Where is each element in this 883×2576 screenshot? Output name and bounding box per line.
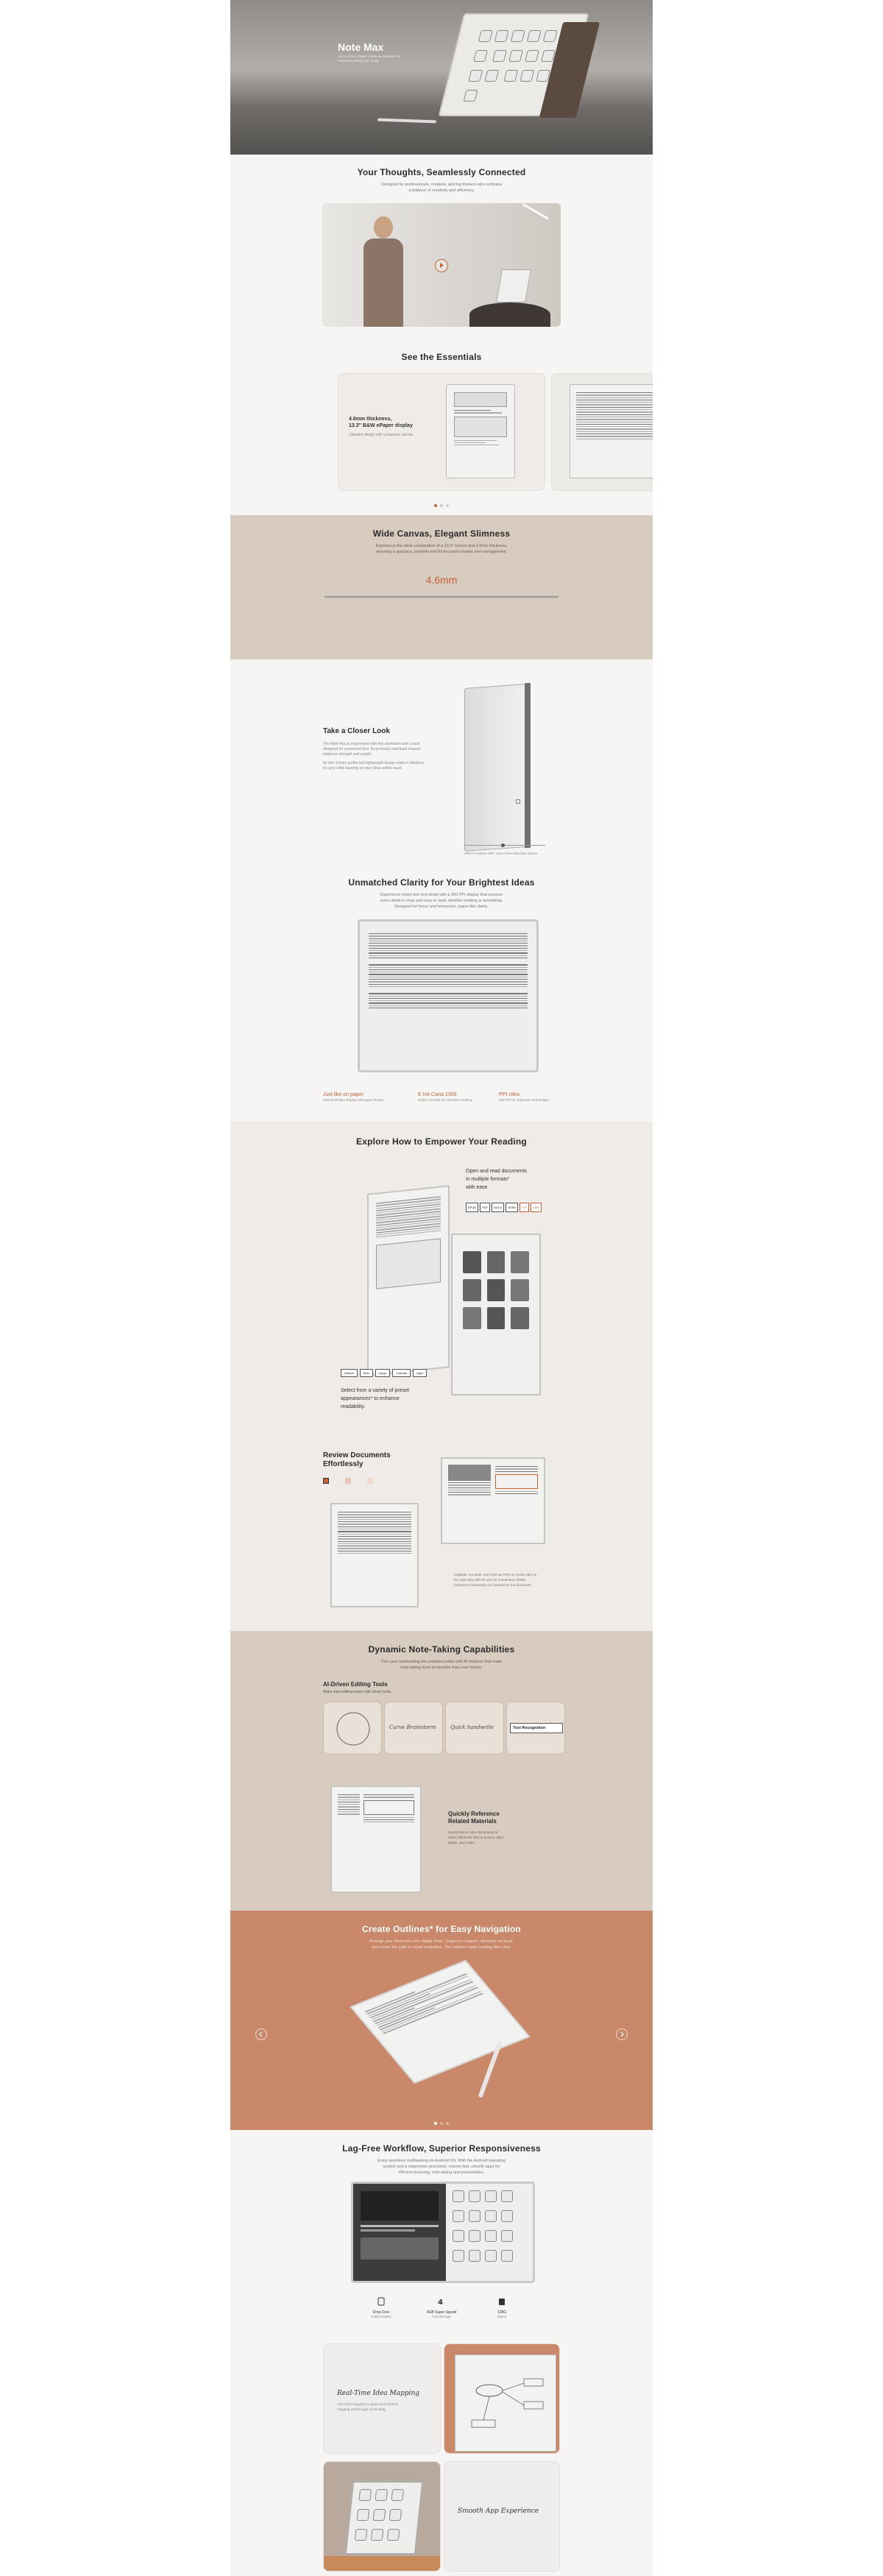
- notes-desc-2: note-taking more productive than ever before.: [400, 1666, 483, 1670]
- reading-formats-1: Open and read documents: [466, 1169, 527, 1174]
- clarity-stat-3-desc: 300 PPI for sharp text and images.: [499, 1098, 550, 1102]
- spec-1-title: Octa-Core: [372, 2310, 390, 2315]
- workflow-desc-3: efficient browsing, note-taking and presentation.: [398, 2170, 485, 2175]
- circle-shape-icon: [324, 1702, 382, 1755]
- review-desc-2: the Note Max with the pen for a seamless, lifelike: [454, 1578, 526, 1582]
- clarity-stat-1-desc: Natural ePaper display with paper texture.: [323, 1098, 385, 1102]
- review-device-portrait: [330, 1503, 419, 1607]
- swatch-light[interactable]: [367, 1478, 373, 1484]
- ai-tile-handwrite-text: Quick handwrite: [450, 1724, 494, 1730]
- review-desc-3: experience that keeps you focused on the document.: [454, 1583, 532, 1587]
- spec-1-desc: Rapid Display: [371, 2315, 391, 2318]
- hero-section: [230, 0, 653, 155]
- svg-text:4: 4: [438, 2299, 443, 2307]
- clarity-section: [230, 863, 653, 1122]
- clarity-stat-3-title: PPI Ultra: [499, 1092, 520, 1097]
- essentials-title: See the Essentials: [401, 352, 482, 362]
- essentials-card-2-device: [570, 384, 653, 478]
- mind-map-image-card: [444, 2343, 560, 2454]
- closer-slider-thumb[interactable]: [501, 843, 505, 847]
- notes-desc-1: Turn your handwriting into polished notes with AI features that make: [380, 1660, 503, 1664]
- play-icon: [436, 260, 447, 271]
- apps-image-card: [323, 2461, 441, 2572]
- slimness-desc-1: Experience the ideal combination of a 13.3" screen and 4.6mm thickness,: [375, 544, 508, 548]
- video-lamp: [522, 203, 549, 220]
- closer-device-360[interactable]: [464, 682, 531, 852]
- closer-slider-track[interactable]: [464, 845, 545, 846]
- closer-desc-2: designed for a premium feel. Its precisely machined chassis: [323, 747, 421, 751]
- mind-map-title: Real-Time Idea Mapping: [337, 2390, 420, 2397]
- workflow-desc-1: Enjoy seamless multitasking on Android OS. With the Android operating: [377, 2159, 506, 2163]
- connected-title: Your Thoughts, Seamlessly Connected: [357, 167, 526, 177]
- ai-tools-title: AI-Driven Editing Tools: [323, 1681, 388, 1688]
- closer-desc-5: to carry while keeping all your ideas within reach.: [323, 766, 403, 771]
- pagination-dot[interactable]: [440, 504, 443, 507]
- ai-tile-handwrite[interactable]: [445, 1702, 504, 1755]
- outlines-desc-2: and create the path for rapid navigation. The outlines make locating files clear.: [371, 1945, 512, 1950]
- clarity-desc-2: every detail is crisp and easy to read, whether reading or annotating.: [380, 899, 503, 903]
- spec-2: [416, 2296, 467, 2318]
- closer-desc-1: The Note Max is engineered with thin aluminum and a back: [323, 742, 420, 746]
- ai-tools-desc: Make note-editing easier with Smart tools.: [323, 1690, 392, 1694]
- connected-section: [230, 155, 653, 515]
- ai-tile-circle[interactable]: [323, 1702, 382, 1755]
- reference-desc-3: pages, your notes.: [448, 1841, 476, 1844]
- format-icon: CBR: [531, 1203, 541, 1212]
- outlines-section: [230, 1911, 653, 2130]
- pagination-dot[interactable]: [446, 2122, 449, 2125]
- storage-icon: [497, 2296, 507, 2307]
- format-icons: [466, 1203, 542, 1212]
- ram-icon: [436, 2296, 447, 2307]
- pagination-dot[interactable]: [434, 504, 437, 507]
- format-icon: MOBI: [506, 1203, 517, 1212]
- essentials-card-1[interactable]: [338, 373, 545, 491]
- review-title-2: Effortlessly: [323, 1460, 364, 1468]
- format-icon: EPUB: [466, 1203, 478, 1212]
- essentials-card-desc: Ultraslim design with a massive canvas.: [349, 433, 414, 437]
- reading-appearance-1: Select from a variety of preset: [341, 1388, 409, 1393]
- format-icon: TXT: [519, 1203, 530, 1212]
- closer-caption: Slide to explore 360° view of the Note Max device.: [464, 852, 539, 855]
- mind-map-desc-2: mapping and thought connecting.: [337, 2407, 386, 2411]
- workflow-section: [230, 2130, 653, 2576]
- video-person: [359, 216, 403, 327]
- mind-map-card[interactable]: [323, 2343, 441, 2454]
- clarity-desc-3: Designed for focus and immersive, paper-like clarity.: [394, 905, 489, 909]
- appearance-pill[interactable]: Bold: [360, 1369, 373, 1377]
- video-device: [496, 269, 531, 302]
- reading-appearance-2: appearances* to enhance: [341, 1396, 400, 1401]
- workflow-device: [351, 2182, 535, 2283]
- outlines-title: Create Outlines* for Easy Navigation: [362, 1924, 521, 1934]
- format-icon: PDF: [480, 1203, 490, 1212]
- essentials-pagination[interactable]: [230, 498, 653, 511]
- reference-device: [330, 1786, 422, 1893]
- review-color-swatches: [323, 1478, 373, 1484]
- mind-map-desc-1: Add mind-mapping for quick and real-time: [337, 2402, 399, 2406]
- reading-device-back: [451, 1234, 541, 1395]
- closer-desc-4: Its slim 4.6mm profile and lightweight design make it effortless: [323, 761, 425, 765]
- workflow-desc-2: system and a responsive processor, ensure fast, smooth apps for: [383, 2165, 500, 2169]
- video-play-button[interactable]: [435, 259, 448, 272]
- apps-device: [345, 2481, 424, 2555]
- review-device-landscape: [441, 1457, 545, 1544]
- pagination-dot[interactable]: [440, 2122, 443, 2125]
- closer-desc-3: balances strength and weight.: [323, 752, 372, 757]
- spec-2-title: 4GB Super Speed: [426, 2310, 457, 2315]
- review-desc-1: Highlight, annotate, and mark up PDFs or books right on: [454, 1573, 537, 1577]
- swatch-medium[interactable]: [345, 1478, 351, 1484]
- connected-desc-1: Designed for professionals, creators, and big thinkers who embrace: [380, 183, 503, 187]
- appearance-pill[interactable]: Default: [341, 1369, 358, 1377]
- clarity-desc-1: Experience sharp text and detail with a 300 PPI display that ensures: [380, 893, 503, 897]
- spec-3: [476, 2296, 528, 2318]
- clarity-stat-2-desc: Higher contrast for smoother reading.: [418, 1098, 473, 1102]
- closer-section: [230, 659, 653, 863]
- connected-desc-2: a balance of creativity and efficiency.: [408, 188, 475, 193]
- spec-3-title: 128G: [497, 2310, 507, 2315]
- swatch-dark[interactable]: [323, 1478, 329, 1484]
- thickness-value: 4.6mm: [425, 574, 458, 586]
- clarity-stat-2-title: E Ink Carta 1300: [418, 1092, 457, 1097]
- thickness-device-edge: [325, 595, 558, 598]
- video-player[interactable]: [322, 203, 561, 327]
- slimness-desc-2: ensuring a spacious, portable tool for focused creation and management.: [376, 550, 507, 554]
- outlines-desc-1: Arrange your ideas into your digital notes. Organize chapters, structure sections,: [369, 1939, 514, 1944]
- appearance-pill[interactable]: Light: [413, 1369, 427, 1377]
- essentials-card-title-2: 13.3" B&W ePaper display: [349, 423, 413, 428]
- pagination-dot[interactable]: [434, 2122, 437, 2125]
- apps-table: [324, 2556, 441, 2572]
- hero-title: Note Max: [338, 41, 384, 53]
- format-icon: DOCX: [492, 1203, 505, 1212]
- reading-formats-3: with ease: [466, 1185, 488, 1190]
- apps-title: Smooth App Experience: [458, 2508, 539, 2515]
- essentials-card-device: [446, 384, 515, 478]
- ai-tile-curve-text: Curve Brainstorm: [389, 1724, 436, 1730]
- ai-tile-text-recognition[interactable]: [506, 1702, 565, 1755]
- appearance-pills: [341, 1369, 427, 1377]
- reading-section: [230, 1122, 653, 1631]
- spec-2-desc: Fast Storage: [432, 2315, 451, 2318]
- outlines-next-button[interactable]: [616, 2028, 628, 2040]
- spec-3-desc: Space: [497, 2315, 507, 2318]
- essentials-card-title-1: 4.6mm thickness,: [349, 417, 392, 422]
- reading-appearance-3: readability.: [341, 1404, 366, 1409]
- clarity-stat-1-title: Just like on paper: [323, 1092, 364, 1097]
- workflow-title: Lag-Free Workflow, Superior Responsiveness: [342, 2143, 541, 2154]
- chevron-left-icon: [256, 2029, 266, 2039]
- clarity-title: Unmatched Clarity for Your Brightest Ideas: [348, 877, 535, 888]
- ai-tile-text-label: Text Recognition: [510, 1723, 563, 1733]
- clarity-device: [358, 919, 539, 1072]
- reference-desc-2: notes; follow the links to jump to other: [448, 1836, 504, 1839]
- product-page: [230, 0, 653, 2576]
- ai-tile-curve[interactable]: [384, 1702, 443, 1755]
- appearance-pill[interactable]: Large: [375, 1369, 390, 1377]
- reference-desc-1: Quickly link to other documents or: [448, 1830, 498, 1834]
- video-desk: [469, 302, 550, 327]
- reference-title-2: Related Materials: [448, 1818, 497, 1825]
- slimness-title: Wide Canvas, Elegant Slimness: [372, 528, 511, 539]
- apps-card[interactable]: [444, 2461, 560, 2572]
- reading-title: Explore How to Empower Your Reading: [356, 1136, 527, 1147]
- closer-title: Take a Closer Look: [323, 727, 390, 735]
- outlines-prev-button[interactable]: [255, 2028, 267, 2040]
- outlines-device: [350, 1960, 530, 2084]
- mind-map-device: [455, 2354, 556, 2452]
- pagination-dot[interactable]: [446, 504, 449, 507]
- outlines-pagination[interactable]: [230, 2115, 653, 2129]
- essentials-card-2[interactable]: [551, 373, 653, 491]
- spec-1: [355, 2296, 407, 2318]
- mind-map-sketch-icon: [461, 2361, 550, 2442]
- appearance-pill[interactable]: Contrast: [392, 1369, 411, 1377]
- chip-icon: [376, 2296, 386, 2307]
- reference-title-1: Quickly Reference: [448, 1811, 500, 1817]
- slimness-section: [230, 515, 653, 659]
- hero-subtitle: An A4-sized ePaper notebook designed for maximum writing and clarity.: [338, 54, 401, 63]
- chevron-right-icon: [617, 2029, 627, 2039]
- notes-section: [230, 1631, 653, 1911]
- reading-formats-2: in multiple formats*: [466, 1177, 510, 1182]
- review-title-1: Review Documents: [323, 1451, 391, 1459]
- hero-pen: [377, 118, 436, 124]
- notes-title: Dynamic Note-Taking Capabilities: [368, 1644, 515, 1655]
- reading-device-front: [367, 1185, 450, 1376]
